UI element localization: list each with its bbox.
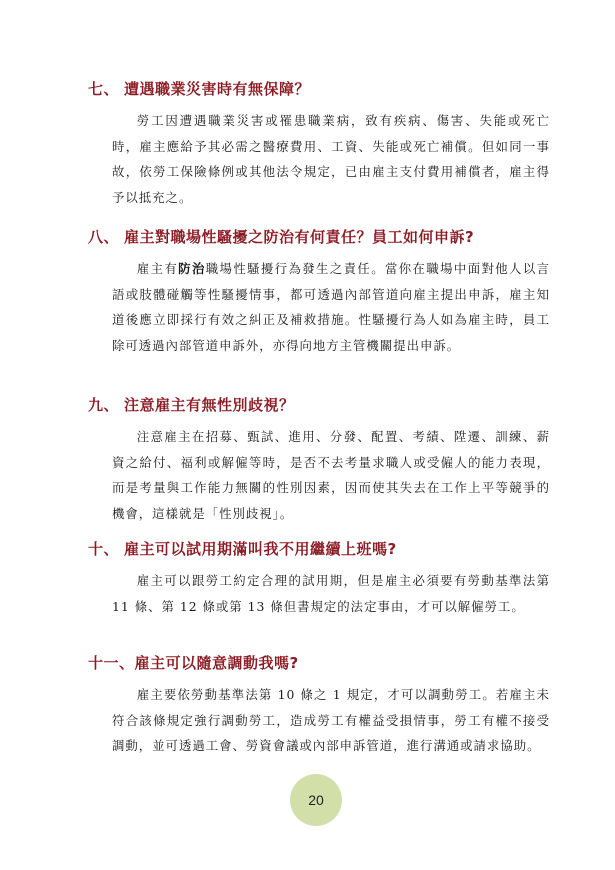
section-heading [88,226,550,248]
section-body: 雇主可以跟勞工約定合理的試用期，但是雇主必須要有勞動基準法第 11 條、第 12 條或第 13 條但書規定的法定事由，才可以解僱勞工。 [112,573,550,614]
section-title: 雇主可以隨意調動我嗎? [134,654,299,672]
section-body: 勞工因遭遇職業災害或罹患職業病，致有疾病、傷害、失能或死亡時，雇主應給予其必需之醫療費用、工資、失能或死亡補償。但如同一事故，依勞工保險條例或其他法令規定，已由雇主支付費用補償者，雇主得予以抵充之。 [112,113,550,205]
section-title: 雇主可以試用期滿叫我不用繼續上班嗎? [124,540,397,558]
section-body: 雇主要依勞動基準法第 10 條之 1 規定，才可以調動勞工。若雇主未符合該條規定強行調動勞工，造成勞工有權益受損情事，勞工有權不接受調動，並可透過工會、勞資會議或內部申訴管道，進行溝通或請求協助。 [112,687,550,754]
section-number: 十一、 [88,654,135,672]
section-heading [88,538,550,560]
section-heading [88,652,550,674]
section-9 [88,394,550,526]
section-title: 雇主對職場性騷擾之防治有何責任？員工如何申訴? [124,228,475,246]
section-heading [88,78,550,100]
section-body: 注意雇主在招募、甄試、進用、分發、配置、考績、陞遷、訓練、薪資之給付、福利或解僱等時，是否不去考量求職人或受僱人的能力表現，而是考量與工作能力無關的性別因素，因而使其失去在工作上平等競爭的機會，這樣就是「性別歧視」。 [112,429,550,521]
page-number: 20 [308,792,324,808]
section-8 [88,226,550,358]
section-title: 注意雇主有無性別歧視？ [124,396,295,414]
section-heading [88,394,550,416]
section-number: 七、 [88,80,120,98]
section-number: 十、 [88,540,120,558]
section-number: 八、 [88,228,120,246]
page-number-badge [290,774,342,826]
body-prefix: 雇主有 [136,261,179,276]
body-bold-term: 防治 [178,261,206,276]
body-suffix: 職場性騷擾行為發生之責任。當你在職場中面對他人以言語或肢體碰觸等性騷擾情事，都可透過內部管道向雇主提出申訴，雇主知道後應立即採行有效之糾正及補救措施。性騷擾行為人如為雇主時，員工除可透過內部管道申訴外，亦得向地方主管機關提出申訴。 [112,261,551,353]
section-title: 遭遇職業災害時有無保障？ [124,80,311,98]
section-7 [88,78,550,210]
section-body [88,256,550,358]
section-11 [88,652,550,759]
section-10 [88,538,550,619]
section-number: 九、 [88,396,120,414]
